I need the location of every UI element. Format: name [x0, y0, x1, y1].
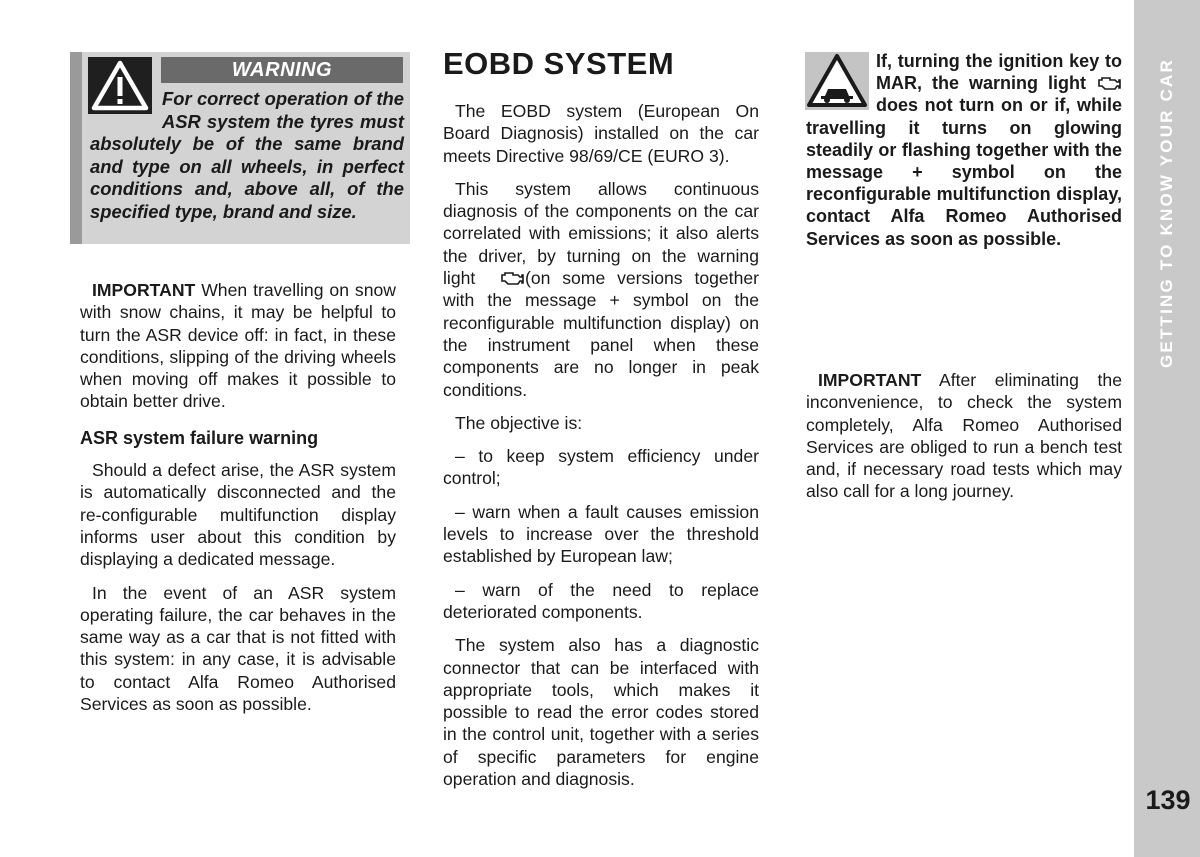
engine-check-icon	[487, 269, 513, 285]
important-text: After eliminating the inconvenience, to check the system completely, Alfa Romeo Authorised Services are obliged to run a bench test and, if necessary road tests which may also call for a long journey.	[806, 370, 1122, 502]
page-number: 139	[1145, 785, 1191, 815]
paragraph: The EOBD system (European On Board Diagnosis) installed on the car meets Directive 98/69/CE (EURO 3).	[443, 101, 759, 166]
column-2	[443, 100, 759, 801]
important-paragraph	[80, 279, 396, 413]
paragraph: The objective is:	[455, 412, 583, 433]
warning-text: does not turn on or if, while travelling it turns on glowing steadily or flashing together with the message + symbol on the reconfigurable multifunction display, contact Alfa Romeo Authorised Services as soon as possible.	[806, 95, 1122, 249]
engine-check-icon	[1096, 74, 1122, 90]
list-item: – to keep system efficiency under control;	[443, 446, 759, 489]
section-title: EOBD SYSTEM	[443, 46, 675, 81]
important-lead: IMPORTANT	[92, 280, 196, 300]
paragraph: Should a defect arise, the ASR system is automatically disconnected and the re-configurable multifunction display informs user about this condition by displaying a dedicated message.	[80, 460, 396, 570]
list-item: – warn when a fault causes emission levels to increase over the threshold established by European law;	[443, 501, 759, 567]
paragraph: In the event of an ASR system operating failure, the car behaves in the same way as a car that is not fitted with this system: in any case, it is advisable to contact Alfa Romeo Authorised Services as soon as possible.	[80, 582, 396, 715]
list-item: – warn of the need to replace deteriorated components.	[443, 579, 759, 622]
column-3	[806, 369, 1122, 514]
paragraph-text: (on some versions together with the message + symbol on the reconfigurable multifunction display) on the instrument panel when these components are no longer in peak conditions.	[443, 268, 759, 400]
paragraph-text: This system allows continuous diagnosis of the components on the car correlated with emissions; it also alerts the driver, by turning on the warning light	[443, 178, 759, 289]
column-3-warning	[806, 50, 1122, 250]
chapter-title: GETTING TO KNOW YOUR CAR	[1157, 58, 1176, 369]
warning-text-body: For correct operation of the ASR system the tyres must absolutely be of the same brand and type on all wheels, in perfect conditions and, above all, of the specified type, brand and size.	[90, 88, 404, 222]
warning-label: WARNING	[161, 57, 403, 83]
column-1	[80, 279, 396, 726]
important-text: When travelling on snow with snow chains, it may be helpful to turn the ASR device off: in fact, in these conditions, slipping of the driving wheels when moving off makes it possible to obtain better drive.	[80, 280, 396, 412]
warning-box-edge	[70, 52, 82, 244]
warning-text: If, turning the ignition key to MAR, the warning light	[876, 51, 1122, 94]
paragraph: The system also has a diagnostic connector that can be interfaced with appropriate tools, which makes it possible to read the error codes stored in the control unit, together with a series of specific parameters for engine operation and diagnosis.	[443, 635, 759, 790]
important-lead: IMPORTANT	[818, 370, 922, 390]
warning-text	[90, 88, 404, 224]
subheading: ASR system failure warning	[80, 427, 319, 448]
important-paragraph	[806, 369, 1122, 503]
paragraph	[443, 178, 759, 401]
